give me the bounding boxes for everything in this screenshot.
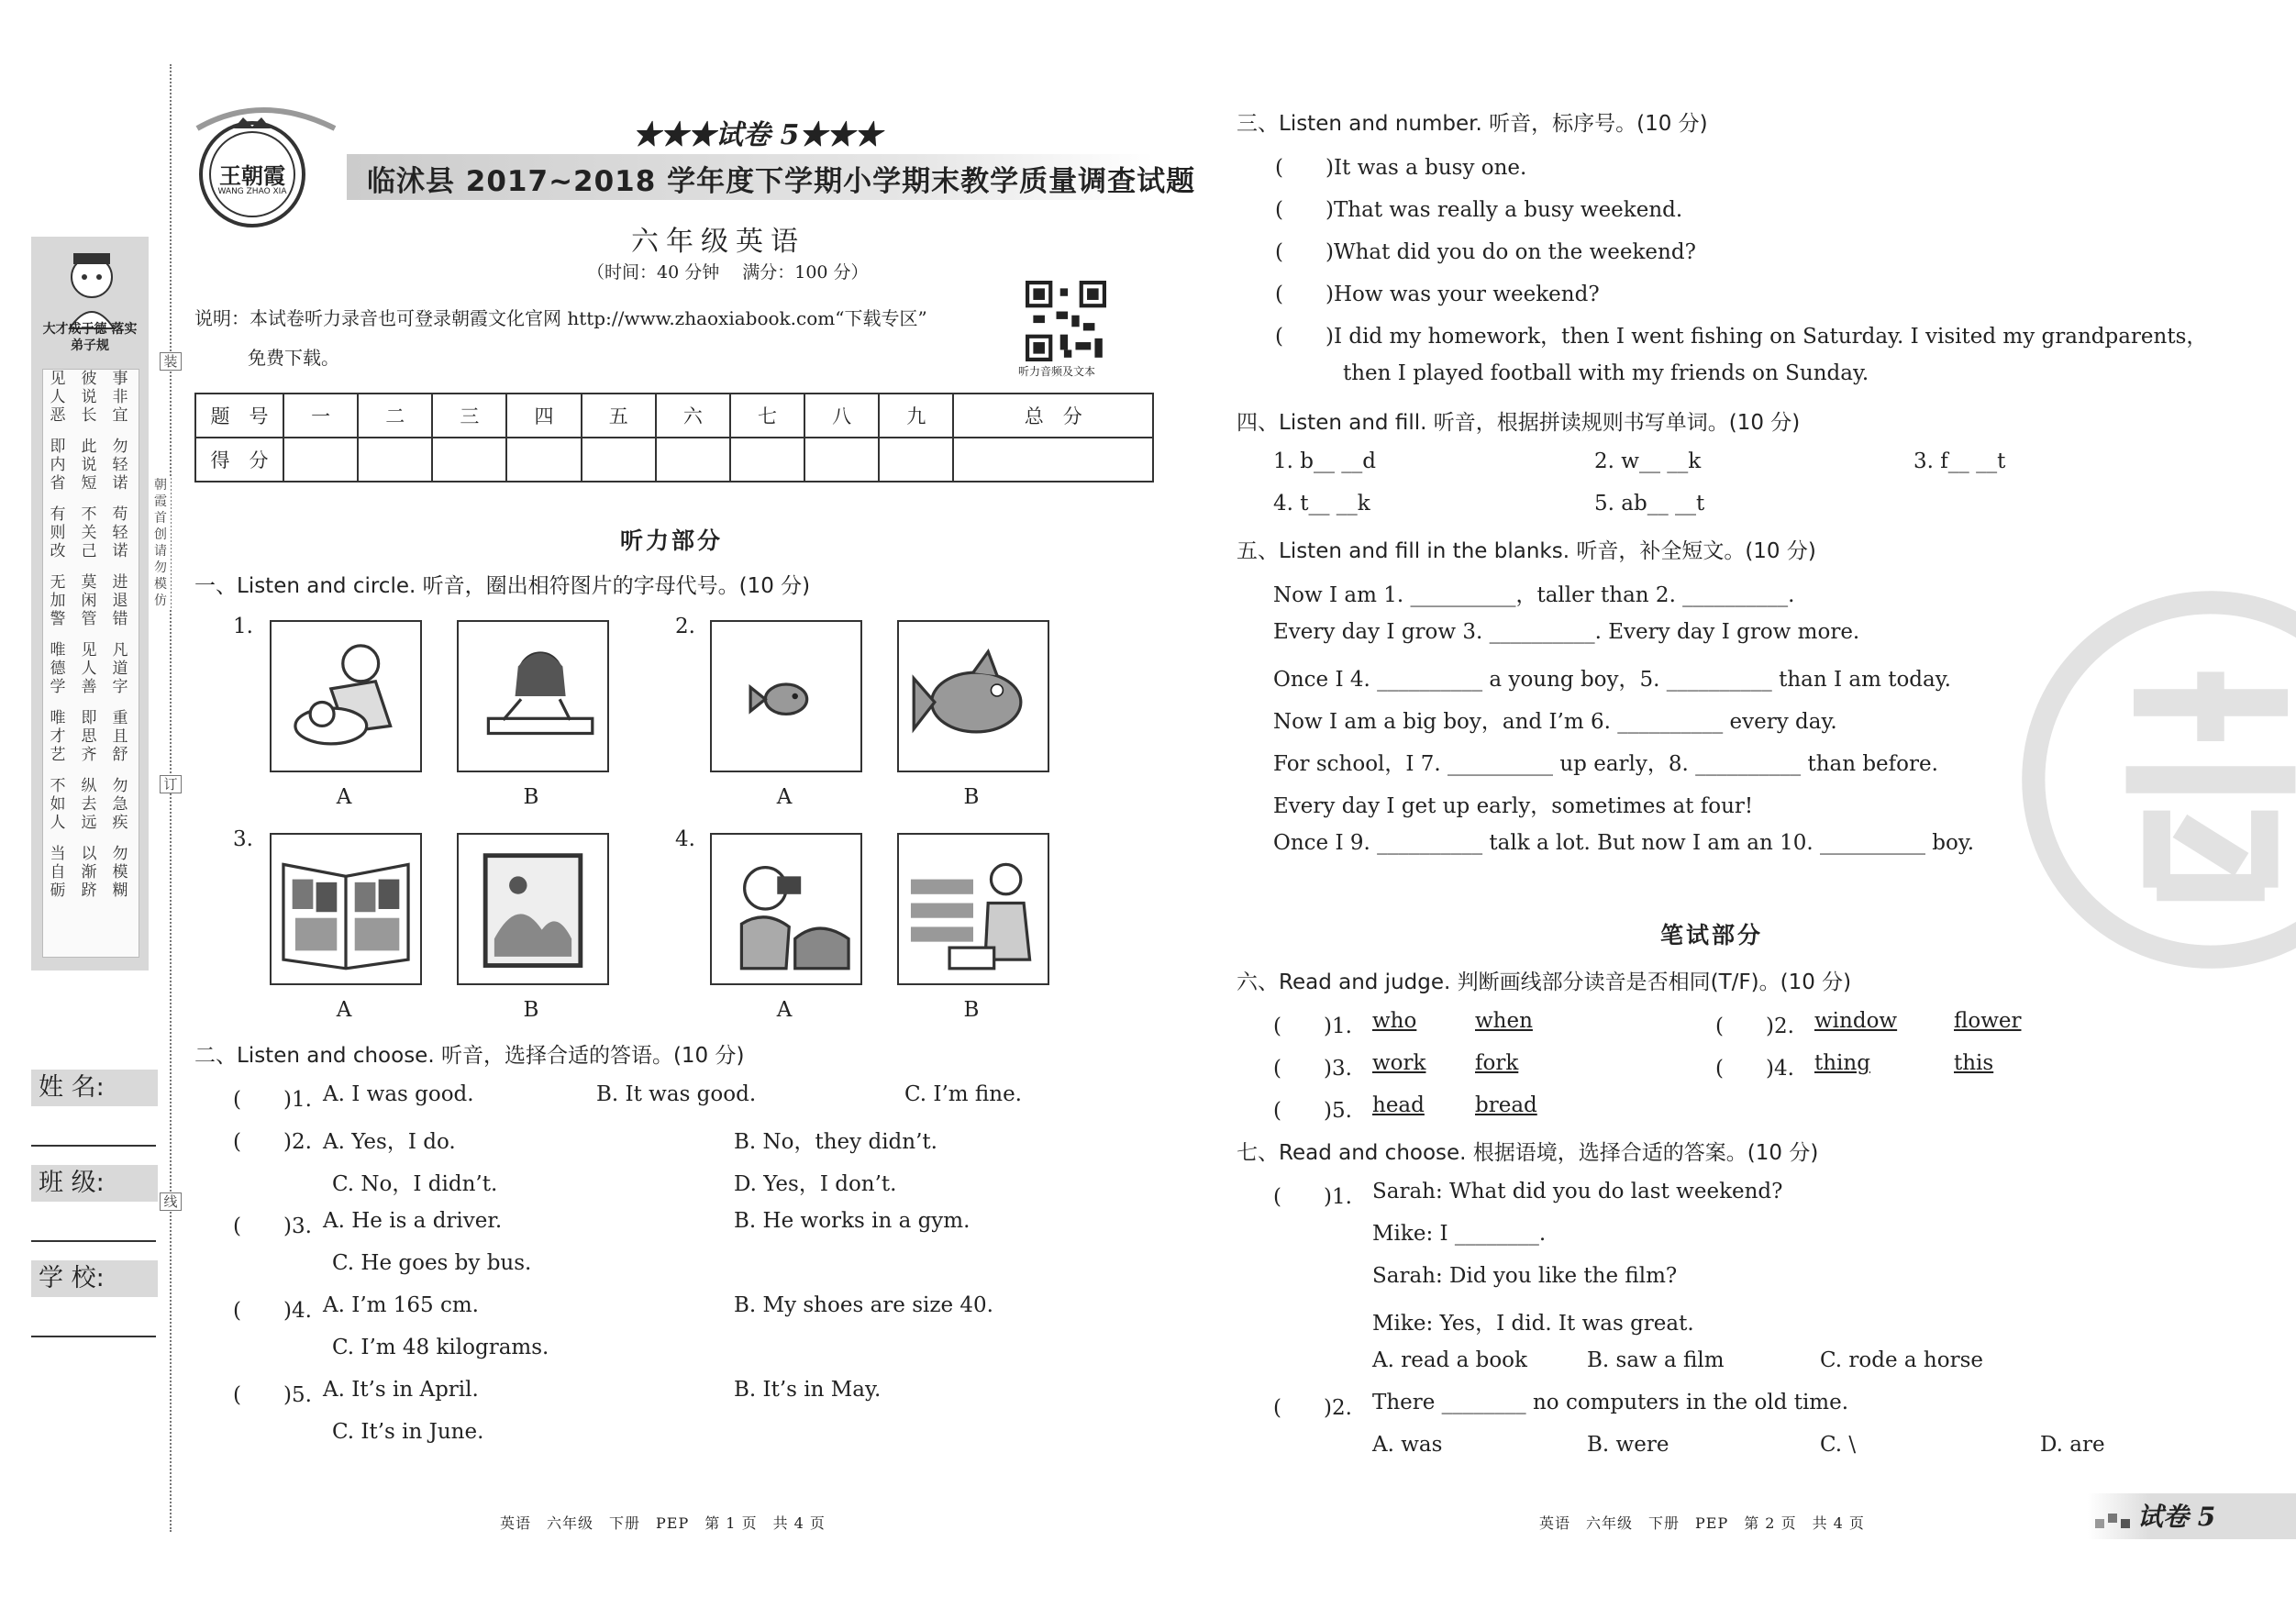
spelling-item[interactable]: 4. t__ __k <box>1273 492 1370 516</box>
dialogue-line: Sarah: What did you do last weekend? <box>1372 1180 1783 1203</box>
big-fish-picture[interactable] <box>897 620 1049 772</box>
passage-line[interactable]: Every day I grow 3. __________. Every day I grow more. <box>1273 620 1860 644</box>
option-label: A <box>776 785 793 809</box>
judge-word: window <box>1814 1009 1898 1033</box>
binding-line <box>170 64 172 1532</box>
score-cell: 二 <box>358 394 432 438</box>
score-input[interactable] <box>358 438 432 482</box>
painting-picture[interactable] <box>457 833 609 985</box>
question-line[interactable]: There ________ no computers in the old time. <box>1372 1391 1849 1414</box>
subject-title: 六年级英语 <box>631 226 805 258</box>
section-1-title: 一、Listen and circle. 听音，圈出相符图片的字母代号。(10 分) <box>194 574 811 598</box>
binding-char: 装 <box>160 352 182 371</box>
answer-blank[interactable]: ( )1. <box>1273 1185 1352 1209</box>
option-label: B <box>523 785 539 809</box>
judge-word: bread <box>1475 1093 1537 1117</box>
boy-camera-picture[interactable] <box>710 833 862 985</box>
score-header-row <box>195 394 1153 438</box>
dialogue-line: Mike: Yes，I did. It was great. <box>1372 1312 1694 1336</box>
judge-word: thing <box>1814 1051 1870 1075</box>
note-text: 说明：本试卷听力录音也可登录朝霞文化官网 http://www.zhaoxiabook.com“下载专区” <box>194 307 927 329</box>
dialogue-line: Sarah: Did you like the film? <box>1372 1264 1678 1288</box>
score-cell: 题 号 <box>195 394 283 438</box>
writing-section-title: 笔试部分 <box>1660 922 1764 948</box>
passage-line[interactable]: Once I 4. __________ a young boy，5. __________ than I am today. <box>1273 668 1951 692</box>
score-cell: 一 <box>283 394 358 438</box>
answer-blank[interactable]: ( )3. <box>1273 1057 1352 1081</box>
option-label: B <box>963 785 980 809</box>
listening-section-title: 听力部分 <box>620 527 724 554</box>
score-cell: 得 分 <box>195 438 283 482</box>
section-5-title: 五、Listen and fill in the blanks. 听音，补全短文。(10 分) <box>1237 539 1816 563</box>
corner-squares-icon <box>2095 1508 2132 1530</box>
paper-number: ★★★试卷 5★★★ <box>633 119 882 151</box>
answer-blank[interactable]: ( )1. <box>1273 1015 1352 1038</box>
number-item[interactable]: ( )I did my homework，then I went fishing on Saturday. I visited my grandparents， <box>1275 325 2208 349</box>
score-input[interactable] <box>953 438 1153 482</box>
choice-text: C. I’m 48 kilograms. <box>332 1336 549 1359</box>
score-value-row <box>195 438 1153 482</box>
judge-word: who <box>1372 1009 1417 1033</box>
choice-text: A. I was good. <box>323 1082 474 1106</box>
score-cell: 五 <box>582 394 656 438</box>
passage-line[interactable]: Now I am 1. __________，taller than 2. __________. <box>1273 583 1795 607</box>
choice-text: C. He goes by bus. <box>332 1251 532 1275</box>
corner-paper-label: 试卷 5 <box>2137 1502 2216 1532</box>
answer-blank[interactable]: ( )1. <box>233 1088 312 1112</box>
score-input[interactable] <box>879 438 953 482</box>
score-cell: 九 <box>879 394 953 438</box>
binding-note: 朝霞首创 请勿模仿 <box>150 477 171 609</box>
scholar-figure-icon <box>55 240 128 332</box>
page-footer-left: 英语 六年级 下册 PEP 第 1 页 共 4 页 <box>500 1514 826 1532</box>
section-2-title: 二、Listen and choose. 听音，选择合适的答语。(10 分) <box>194 1044 745 1068</box>
choice-text: B. saw a film <box>1587 1348 1725 1372</box>
score-input[interactable] <box>730 438 804 482</box>
passage-line: Every day I get up early，sometimes at four! <box>1273 794 1754 818</box>
section-3-title: 三、Listen and number. 听音，标序号。(10 分) <box>1237 112 1708 136</box>
name-field[interactable] <box>31 1145 156 1147</box>
score-input[interactable] <box>582 438 656 482</box>
dialogue-line[interactable]: Mike: I ________. <box>1372 1222 1547 1246</box>
answer-blank[interactable]: ( )3. <box>233 1214 312 1238</box>
spelling-item[interactable]: 2. w__ __k <box>1594 449 1702 473</box>
passage-line[interactable]: Once I 9. __________ talk a lot. But now I am an 10. __________ boy. <box>1273 831 1975 855</box>
item-number: 3. <box>233 827 253 851</box>
logo-subtext: WANG ZHAO XIA <box>217 187 287 196</box>
spelling-item[interactable]: 3. f__ __t <box>1913 449 2006 473</box>
option-label: A <box>776 998 793 1022</box>
passage-line[interactable]: Now I am a big boy，and I’m 6. __________ every day. <box>1273 710 1837 734</box>
small-fish-picture[interactable] <box>710 620 862 772</box>
spelling-item[interactable]: 5. ab__ __t <box>1594 492 1705 516</box>
choice-text: B. were <box>1587 1433 1669 1457</box>
judge-word: this <box>1954 1051 1994 1075</box>
option-label: A <box>336 785 352 809</box>
number-item[interactable]: ( )It was a busy one. <box>1275 156 1527 180</box>
passage-line[interactable]: For school，I 7. __________ up early，8. __________ than before. <box>1273 752 1938 776</box>
choice-text: A. was <box>1372 1433 1443 1457</box>
section-4-title: 四、Listen and fill. 听音，根据拼读规则书写单词。(10 分) <box>1237 411 1801 435</box>
spelling-item[interactable]: 1. b__ __d <box>1273 449 1377 473</box>
option-label: B <box>963 998 980 1022</box>
number-item[interactable]: ( )How was your weekend? <box>1275 283 1600 306</box>
score-input[interactable] <box>432 438 506 482</box>
section-7-title: 七、Read and choose. 根据语境，选择合适的答案。(10 分) <box>1237 1141 1819 1165</box>
choice-text: B. It’s in May. <box>734 1378 882 1402</box>
item-number: 1. <box>233 615 253 638</box>
choice-text: B. He works in a gym. <box>734 1209 971 1233</box>
girl-writing-picture[interactable] <box>457 620 609 772</box>
judge-word: when <box>1475 1009 1533 1033</box>
score-cell: 四 <box>506 394 581 438</box>
publisher-logo <box>179 101 344 238</box>
choice-text: C. \ <box>1820 1433 1857 1457</box>
score-cell: 总 分 <box>953 394 1153 438</box>
time-info: （时间：40 分钟 满分：100 分） <box>587 262 869 283</box>
option-label: B <box>523 998 539 1022</box>
school-field[interactable] <box>31 1336 156 1337</box>
item-number: 2. <box>675 615 695 638</box>
judge-word: flower <box>1954 1009 2022 1033</box>
answer-blank[interactable]: ( )2. <box>233 1130 312 1154</box>
secret-stamp-watermark <box>2018 587 2296 972</box>
section-6-title: 六、Read and judge. 判断画线部分读音是否相同(T/F)。(10 分) <box>1237 970 1852 994</box>
choice-text: B. No，they didn’t. <box>734 1130 937 1154</box>
school-label: 学 校: <box>31 1260 158 1297</box>
woman-shopping-picture[interactable] <box>897 833 1049 985</box>
score-cell: 三 <box>432 394 506 438</box>
answer-blank[interactable]: ( )4. <box>1715 1057 1794 1081</box>
number-item[interactable]: ( )That was really a busy weekend. <box>1275 198 1683 222</box>
strip-top-label: 大才成于德 落实弟子规 <box>42 322 138 353</box>
name-label: 姓 名: <box>31 1070 158 1106</box>
washing-dog-picture[interactable] <box>270 620 422 772</box>
answer-blank[interactable]: ( )4. <box>233 1299 312 1323</box>
motto-col: 事非宜 勿轻诺 苟轻诺 进退错 凡道字 重且舒 勿急疾 勿模糊 <box>112 370 128 900</box>
number-item-cont: then I played football with my friends on Sunday. <box>1343 361 1869 385</box>
binding-char: 订 <box>160 775 182 793</box>
item-number: 4. <box>675 827 695 851</box>
choice-text: A. Yes，I do. <box>323 1130 456 1154</box>
score-cell: 八 <box>804 394 879 438</box>
score-input[interactable] <box>506 438 581 482</box>
choice-text: A. read a book <box>1372 1348 1527 1372</box>
choice-text: C. rode a horse <box>1820 1348 1983 1372</box>
choice-text: C. I’m fine. <box>904 1082 1022 1106</box>
qr-caption: 听力音频及文本 <box>1018 365 1096 378</box>
option-label: A <box>336 998 352 1022</box>
motto-columns <box>42 369 139 958</box>
choice-text: B. My shoes are size 40. <box>734 1293 993 1317</box>
choice-text: A. It’s in April. <box>323 1378 479 1402</box>
score-input[interactable] <box>656 438 730 482</box>
open-book-picture[interactable] <box>270 833 422 985</box>
score-table <box>194 393 1154 482</box>
choice-text: A. He is a driver. <box>323 1209 503 1233</box>
answer-blank[interactable]: ( )2. <box>1273 1396 1352 1420</box>
score-input[interactable] <box>804 438 879 482</box>
score-input[interactable] <box>283 438 358 482</box>
answer-blank[interactable]: ( )2. <box>1715 1015 1794 1038</box>
page-title: 临沭县 2017~2018 学年度下学期小学期末教学质量调查试题 <box>367 165 1196 198</box>
choice-text: A. I’m 165 cm. <box>323 1293 479 1317</box>
answer-blank[interactable]: ( )5. <box>1273 1099 1352 1123</box>
motto-col: 彼说长 此说短 不关己 莫闲管 见人善 即思齐 纵去远 以渐跻 <box>81 370 97 900</box>
score-cell: 七 <box>730 394 804 438</box>
note-text-2: 免费下载。 <box>248 347 339 369</box>
qr-code-icon[interactable] <box>1026 281 1106 361</box>
judge-word: work <box>1372 1051 1426 1075</box>
binding-char: 线 <box>160 1192 182 1211</box>
page-footer-right: 英语 六年级 下册 PEP 第 2 页 共 4 页 <box>1539 1514 1865 1532</box>
class-field[interactable] <box>31 1240 156 1242</box>
logo-text: 王朝霞 <box>219 162 285 189</box>
score-cell: 六 <box>656 394 730 438</box>
choice-text: D. are <box>2040 1433 2105 1457</box>
motto-col: 见人恶 即内省 有则改 无加警 唯德学 唯才艺 不如人 当自砺 <box>50 370 66 900</box>
judge-word: fork <box>1475 1051 1519 1075</box>
class-label: 班 级: <box>31 1165 158 1202</box>
answer-blank[interactable]: ( )5. <box>233 1383 312 1407</box>
choice-text: D. Yes，I don’t. <box>734 1172 897 1196</box>
choice-text: C. It’s in June. <box>332 1420 484 1444</box>
number-item[interactable]: ( )What did you do on the weekend? <box>1275 240 1696 264</box>
choice-text: C. No，I didn’t. <box>332 1172 498 1196</box>
judge-word: head <box>1372 1093 1425 1117</box>
choice-text: B. It was good. <box>596 1082 757 1106</box>
